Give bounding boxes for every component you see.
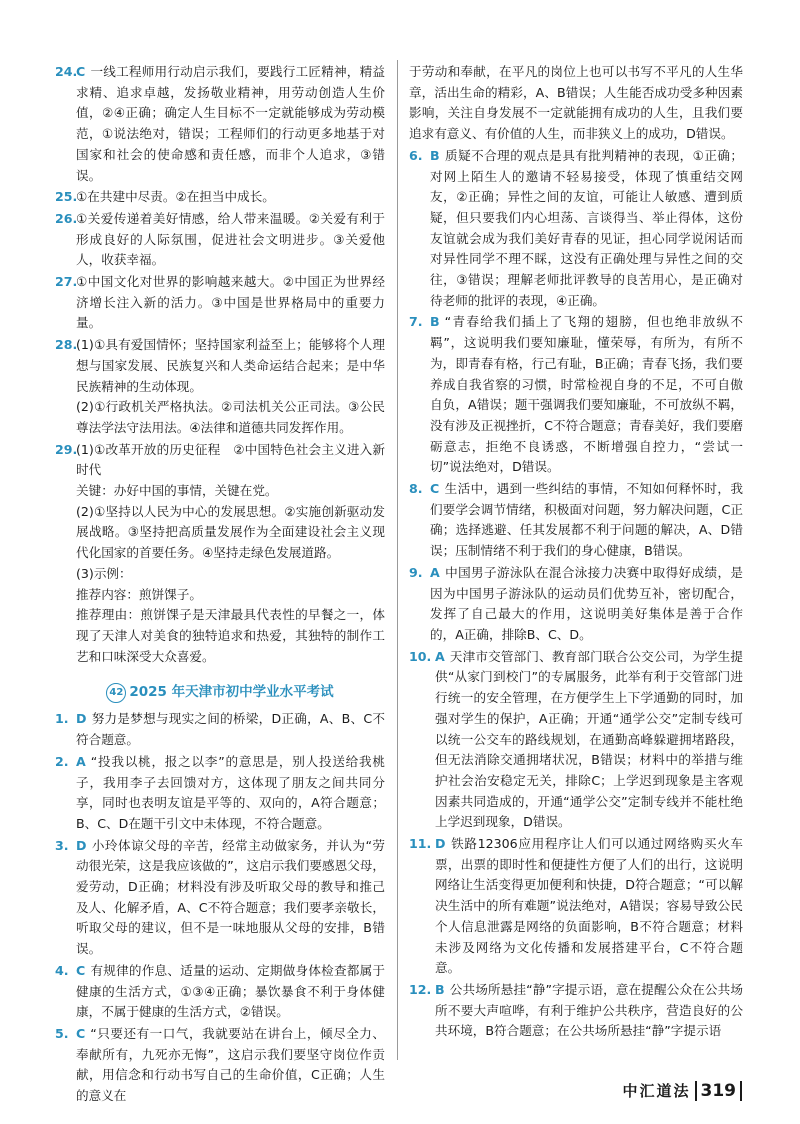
question-number: 12. — [409, 981, 432, 997]
answer-item-3 — [55, 836, 385, 960]
answer-item-12 — [409, 980, 743, 1042]
explanation-text: “只要还有一口气，我就要站在讲台上，倾尽全力、奉献所有，九死亦无悔”，这启示我们要坚守岗位作贡献，用信念和行动书写自己的生命价值，C正确；人生的意义在 — [76, 1025, 385, 1104]
answer-letter: B — [430, 147, 440, 163]
answer-item-5-continued — [409, 62, 743, 145]
question-number: 29. — [55, 441, 78, 457]
answer-letter: C — [76, 962, 86, 978]
explanation-text: 关键：办好中国的事情，关键在党。 — [76, 483, 278, 499]
answer-item-28 — [55, 335, 385, 439]
answer-letter: B — [435, 981, 445, 997]
answer-item-1 — [55, 709, 385, 750]
explanation-text: (1)①具有爱国情怀；坚持国家利益至上；能够将个人理想与国家发展、民族复兴和人类命运结合起来；是中华民族精神的生动体现。 — [76, 337, 385, 394]
answer-item-5 — [55, 1024, 385, 1107]
answer-item-27 — [55, 272, 385, 334]
explanation-text: 铁路12306应用程序让人们可以通过网络购买火车票，出票的即时性和便捷性方便了人们的出行，这说明网络让生活变得更加便利和快捷，D符合题意；“可以解决生活中的所有难题”说法绝对，A错误；容易导致公民个人信息泄露是网络的负面影响，B不符合题意；材料未涉及网络为文化传播和发展搭建平台，C不符合题意。 — [435, 836, 743, 976]
right-column — [409, 62, 743, 1043]
page-footer — [622, 1080, 742, 1101]
column-divider — [397, 60, 398, 1060]
explanation-text: 质疑不合理的观点是具有批判精神的表现，①正确；对网上陌生人的邀请不轻易接受，体现了慎重结交网友，②正确；异性之间的友谊，可能让人敏感、遭到质疑，但只要我们内心坦荡、言谈得当、举止得体，这份友谊就会成为我们美好青春的见证，担心同学说闲话而对异性同学不理不睬，这没有正确处理与异性之间的交往，③错误；理解老师批评教导的良苦用心，是正确对待老师的批评的表现，④正确。 — [430, 147, 743, 308]
question-number: 10. — [409, 648, 432, 664]
question-number: 11. — [409, 836, 432, 852]
explanation-text: 天津市交管部门、教育部门联合公交公司，为学生提供“从家门到校门”的专属服务，此举有利于交管部门进行统一的安全管理，在方便学生上下学通勤的同时，加强对学生的保护，A正确；开通“通学公交”定制专线可以统一公交车的路线规划，在通勤高峰躲避拥堵路段，但无法消除交通拥堵状况，B错误；材料中的举措与维护社会治安稳定无关，排除C；上学迟到现象是主客观因素共同造成的，开通“通学公交”定制专线并不能杜绝上学迟到现象，D错误。 — [435, 648, 743, 830]
answer-letter: A — [435, 648, 445, 664]
explanation-text: ①中国文化对世界的影响越来越大。②中国正为世界经济增长注入新的活力。③中国是世界格局中的重要力量。 — [76, 274, 385, 331]
page-number: 319 — [695, 1081, 743, 1101]
answer-letter: C — [76, 1025, 86, 1041]
answer-item-2 — [55, 752, 385, 835]
answer-item-8 — [409, 479, 743, 562]
answer-letter: C — [76, 64, 86, 79]
explanation-text: (2)①行政机关严格执法。②司法机关公正司法。③公民尊法学法守法用法。④法律和道德共同发挥作用。 — [76, 399, 385, 435]
exam-title-text: 2025 年天津市初中学业水平考试 — [129, 684, 334, 701]
answer-letter: D — [76, 711, 87, 727]
answer-item-29 — [55, 440, 385, 668]
question-number: 24. — [55, 64, 78, 79]
question-number: 4. — [55, 962, 69, 978]
question-number: 6. — [409, 147, 423, 163]
explanation-text: 于劳动和奉献，在平凡的岗位上也可以书写不平凡的人生华章，活出生命的精彩，A、B错误；人生能否成功受多种因素影响，关注自身发展不一定就能拥有成功的人生，且我们要追求有意义、有价值的人生，而非狭义上的成功，D错误。 — [409, 64, 743, 142]
question-number: 2. — [55, 753, 69, 769]
explanation-text: ①关爱传递着美好情感，给人带来温暖。②关爱有利于形成良好的人际氛围，促进社会文明进步。③关爱他人，收获幸福。 — [76, 210, 385, 268]
explanation-text: (2)①坚持以人民为中心的发展思想。②实施创新驱动发展战略。③坚持把高质量发展作为全面建设社会主义现代化国家的首要任务。④坚持走绿色发展道路。 — [76, 503, 385, 561]
answer-letter: B — [430, 314, 440, 330]
explanation-text: 推荐理由：煎饼馃子是天津最具代表性的早餐之一，体现了天津人对美食的独特追求和热爱，其独特的制作工艺和口味深受大众喜爱。 — [76, 607, 385, 664]
explanation-text: (3)示例： — [76, 565, 132, 581]
question-number: 5. — [55, 1025, 69, 1041]
explanation-text: 努力是梦想与现实之间的桥梁，D正确，A、B、C不符合题意。 — [76, 711, 385, 748]
answer-item-4 — [55, 961, 385, 1023]
answer-letter: C — [430, 481, 440, 497]
answer-item-7 — [409, 312, 743, 478]
question-number: 28. — [55, 337, 78, 353]
explanation-text: 中国男子游泳队在混合泳接力决赛中取得好成绩，是因为中国男子游泳队的运动员们优势互补，密切配合，发挥了自己最大的作用，这说明美好集体是善于合作的，A正确，排除B、C、D。 — [430, 564, 743, 642]
question-number: 9. — [409, 564, 423, 580]
explanation-text: 一线工程师用行动启示我们，要践行工匠精神，精益求精、追求卓越，发扬敬业精神，用劳动创造人生价值，②④正确；确定人生目标不一定就能够成为劳动模范，①说法绝对，错误；工程师们的行动更多地基于对国家和社会的使命感和责任感，而非个人追求，③错误。 — [76, 64, 385, 183]
answer-item-10 — [409, 647, 743, 833]
answer-item-26 — [55, 209, 385, 271]
answer-letter: A — [76, 753, 86, 769]
explanation-text: 有规律的作息、适量的运动、定期做身体检查都属于健康的生活方式，①③④正确；暴饮暴食不利于身体健康，不属于健康的生活方式，②错误。 — [76, 962, 385, 1020]
explanation-text: ①在共建中尽责。②在担当中成长。 — [76, 189, 275, 205]
answer-item-11 — [409, 834, 743, 979]
answer-item-6 — [409, 146, 743, 312]
explanation-text: “青春给我们插上了飞翔的翅膀，但也绝非放纵不羁”，这说明我们要知廉耻，懂荣辱，有所为，有所不为，即青春有格，行己有耻，B正确；青春飞扬，我们要养成自我省察的习惯，时常检视自身的不足，不可自傲自负，A错误；题干强调我们要知廉耻，不可放纵不羁，没有涉及正视挫折，C不符合题意；青春美好，我们要磨砺意志，拒绝不良诱惑，不断增强自控力，“尝试一切”说法绝对，D错误。 — [430, 314, 743, 475]
question-number: 1. — [55, 711, 69, 727]
explanation-text: (1)①改革开放的历史征程 ②中国特色社会主义进入新时代 — [76, 441, 385, 478]
exam-section-title — [55, 681, 385, 703]
exam-index-badge: 42 — [106, 683, 126, 703]
explanation-text: “投我以桃，报之以李”的意思是，别人投送给我桃子，我用李子去回馈对方，这体现了朋友之间共同分享，同时也表明友谊是平等的、双向的，A符合题意；B、C、D在题干引文中未体现，不符合题意。 — [76, 753, 385, 831]
answer-letter: D — [76, 837, 87, 853]
explanation-text: 推荐内容：煎饼馃子。 — [76, 586, 202, 602]
question-number: 3. — [55, 837, 69, 853]
question-number: 8. — [409, 481, 423, 497]
left-column — [55, 62, 385, 1108]
answer-item-25 — [55, 187, 385, 208]
explanation-text: 小玲体谅父母的辛苦，经常主动做家务，并认为“劳动很光荣，这是我应该做的”，这启示我们要感恩父母，爱劳动，D正确；材料没有涉及听取父母的教导和推己及人、化解矛盾，A、C不符合题意；我们要孝亲敬长，听取父母的建议，但不是一味地服从父母的安排，B错误。 — [76, 837, 385, 957]
answer-item-24 — [55, 62, 385, 186]
question-number: 27. — [55, 274, 78, 290]
question-number: 26. — [55, 210, 78, 226]
explanation-text: 生活中，遇到一些纠结的事情，不知如何释怀时，我们要学会调节情绪，积极面对问题，努力解决问题，C正确；选择逃避、任其发展都不利于问题的解决，A、D错误；压制情绪不利于我们的身心健康，B错误。 — [430, 481, 743, 559]
answer-letter: A — [430, 564, 440, 580]
answer-letter: D — [435, 836, 446, 852]
explanation-text: 公共场所悬挂“静”字提示语，意在提醒公众在公共场所不要大声喧哗，有利于维护公共秩序，营造良好的公共环境，B符合题意；在公共场所悬挂“静”字提示语 — [435, 981, 743, 1039]
brand-label: 中汇道法 — [622, 1082, 691, 1100]
answer-item-9 — [409, 563, 743, 646]
question-number: 7. — [409, 314, 423, 330]
question-number: 25. — [55, 189, 78, 205]
